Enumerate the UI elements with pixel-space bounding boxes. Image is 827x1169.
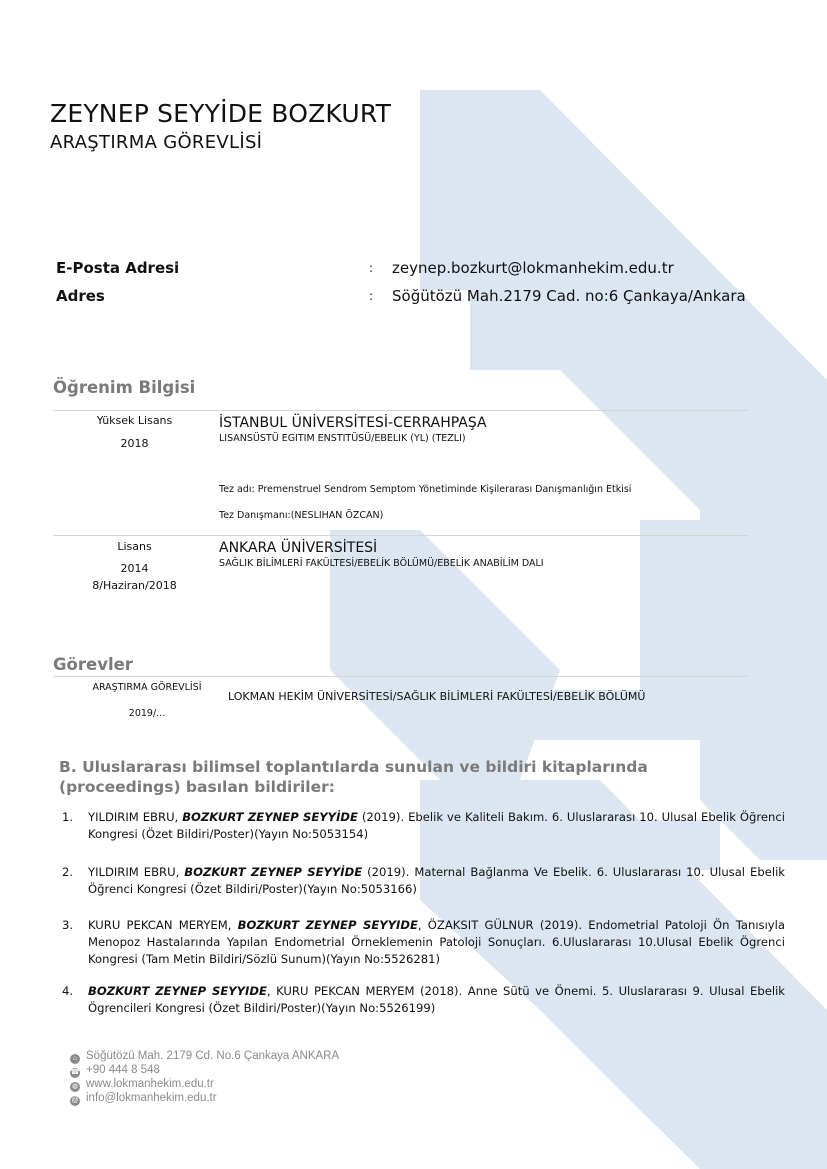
address-label: Adres: [56, 287, 105, 305]
footer-address: [70, 1050, 339, 1064]
person-title: ARAŞTIRMA GÖREVLİSİ: [50, 132, 263, 153]
edu1-university: İSTANBUL ÜNİVERSİTESİ-CERRAHPAŞA: [219, 415, 487, 431]
footer-address-text: Söğütözü Mah. 2179 Cd. No.6 Çankaya ANKARA: [86, 1050, 340, 1062]
footer-web: [70, 1078, 214, 1092]
publication-number: 1.: [62, 810, 74, 824]
publication-authors: YILDIRIM EBRU,: [88, 810, 183, 824]
footer-web-link[interactable]: www.lokmanhekim.edu.tr: [86, 1078, 214, 1090]
footer-email-link[interactable]: info@lokmanhekim.edu.tr: [86, 1092, 217, 1104]
edu2-date: 8/Haziran/2018: [92, 579, 177, 592]
publication-number: 2.: [62, 865, 74, 879]
edu1-year: 2018: [120, 437, 149, 450]
publication-number: 3.: [62, 918, 74, 932]
email-label: E-Posta Adresi: [56, 259, 180, 277]
publications-heading: [59, 757, 648, 797]
education-row-divider: [53, 535, 748, 536]
publication-item: [62, 809, 785, 843]
publication-highlight-author: BOZKURT ZEYNEP SEYYİDE: [184, 865, 363, 879]
email-separator: :: [369, 261, 374, 275]
publication-authors: KURU PEKCAN MERYEM,: [88, 918, 238, 932]
positions-heading: Görevler: [53, 655, 133, 674]
publication-item: [62, 917, 785, 968]
position-institution: LOKMAN HEKİM ÜNİVERSİTESİ/SAĞLIK BİLİMLERİ FAKÜLTESİ/EBELİK BÖLÜMÜ: [228, 690, 646, 703]
edu2-department: SAĞLIK BİLİMLERİ FAKÜLTESİ/EBELİK BÖLÜMÜ/EBELİK ANABİLİM DALI: [219, 558, 544, 569]
footer-email: [70, 1092, 217, 1106]
positions-divider: [53, 676, 748, 677]
footer-phone: [70, 1064, 160, 1078]
edu2-year: 2014: [120, 562, 149, 575]
publications-heading-line2: (proceedings) basılan bildiriler:: [59, 778, 335, 796]
publication-highlight-author: BOZKURT ZEYNEP SEYYIDE: [237, 918, 418, 932]
education-divider: [53, 410, 748, 411]
publications-heading-line1: B. Uluslararası bilimsel toplantılarda sunulan ve bildiri kitaplarında: [59, 758, 648, 776]
education-heading: Öğrenim Bilgisi: [53, 378, 196, 397]
mail-icon: @: [71, 1097, 79, 1104]
edu1-degree: Yüksek Lisans: [96, 414, 173, 427]
position-years: 2019/...: [128, 708, 166, 719]
publication-highlight-author: BOZKURT ZEYNEP SEYYIDE: [88, 984, 267, 998]
address-separator: :: [369, 289, 374, 303]
publication-details: (2019). Ebelik ve Kaliteli Bakım. 6. Uluslararası 10. Ulusal Ebelik Öğrenci Kongresi (Özet Bildiri/Poster)(Yayın No:5053154): [88, 810, 785, 841]
footer-phone-text[interactable]: +90 444 8 548: [86, 1064, 160, 1076]
person-name: ZEYNEP SEYYİDE BOZKURT: [50, 99, 392, 128]
publication-details: , KURU PEKCAN MERYEM (2018). Anne Sütü ve Önemi. 5. Uluslararası 9. Ulusal Ebelik Ögrencileri Kongresi (Özet Bildiri/Poster)(Yayın No:5526199): [88, 984, 786, 1015]
edu1-thesis: Tez adı: Premenstruel Sendrom Semptom Yönetiminde Kişilerarası Danışmanlığın Etkisi: [219, 484, 632, 495]
publication-item: [62, 983, 785, 1017]
edu2-degree: Lisans: [117, 540, 152, 553]
phone-icon: ☎: [70, 1069, 80, 1076]
publication-number: 4.: [62, 984, 74, 998]
email-value[interactable]: zeynep.bozkurt@lokmanhekim.edu.tr: [392, 259, 674, 277]
edu1-advisor: Tez Danışmanı:(NESLIHAN ÖZCAN): [219, 510, 384, 521]
publication-highlight-author: BOZKURT ZEYNEP SEYYİDE: [182, 810, 358, 824]
publication-item: [62, 864, 785, 898]
edu1-department: LISANSÜSTÜ EGITIM ENSTITÜSÜ/EBELIK (YL) (TEZLI): [219, 433, 466, 444]
edu2-university: ANKARA ÜNİVERSİTESİ: [219, 540, 378, 556]
publication-details: , ÖZAKSIT GÜLNUR (2019). Endometrial Patoloji Ön Tanısıyla Menopoz Hastalarında Yapılan Endometrial Örneklemenin Patoloji Sonuçları. 6.Uluslararası 10.Ulusal Ebelik Ögrenci Kongresi (Tam Metin Bildiri/Sözlü Sunum)(Yayın No:5526281): [88, 918, 785, 966]
home-icon: ⌂: [70, 1054, 80, 1064]
publication-authors: YILDIRIM EBRU,: [88, 865, 185, 879]
publication-details: (2019). Maternal Bağlanma Ve Ebelik. 6. Uluslararası 10. Ulusal Ebelik Öğrenci Kongresi (Özet Bildiri/Poster)(Yayın No:5053166): [88, 865, 786, 896]
globe-icon: ◍: [71, 1083, 79, 1090]
address-value: Söğütözü Mah.2179 Cad. no:6 Çankaya/Ankara: [392, 287, 746, 305]
position-role: ARAŞTIRMA GÖREVLİSİ: [92, 682, 202, 693]
